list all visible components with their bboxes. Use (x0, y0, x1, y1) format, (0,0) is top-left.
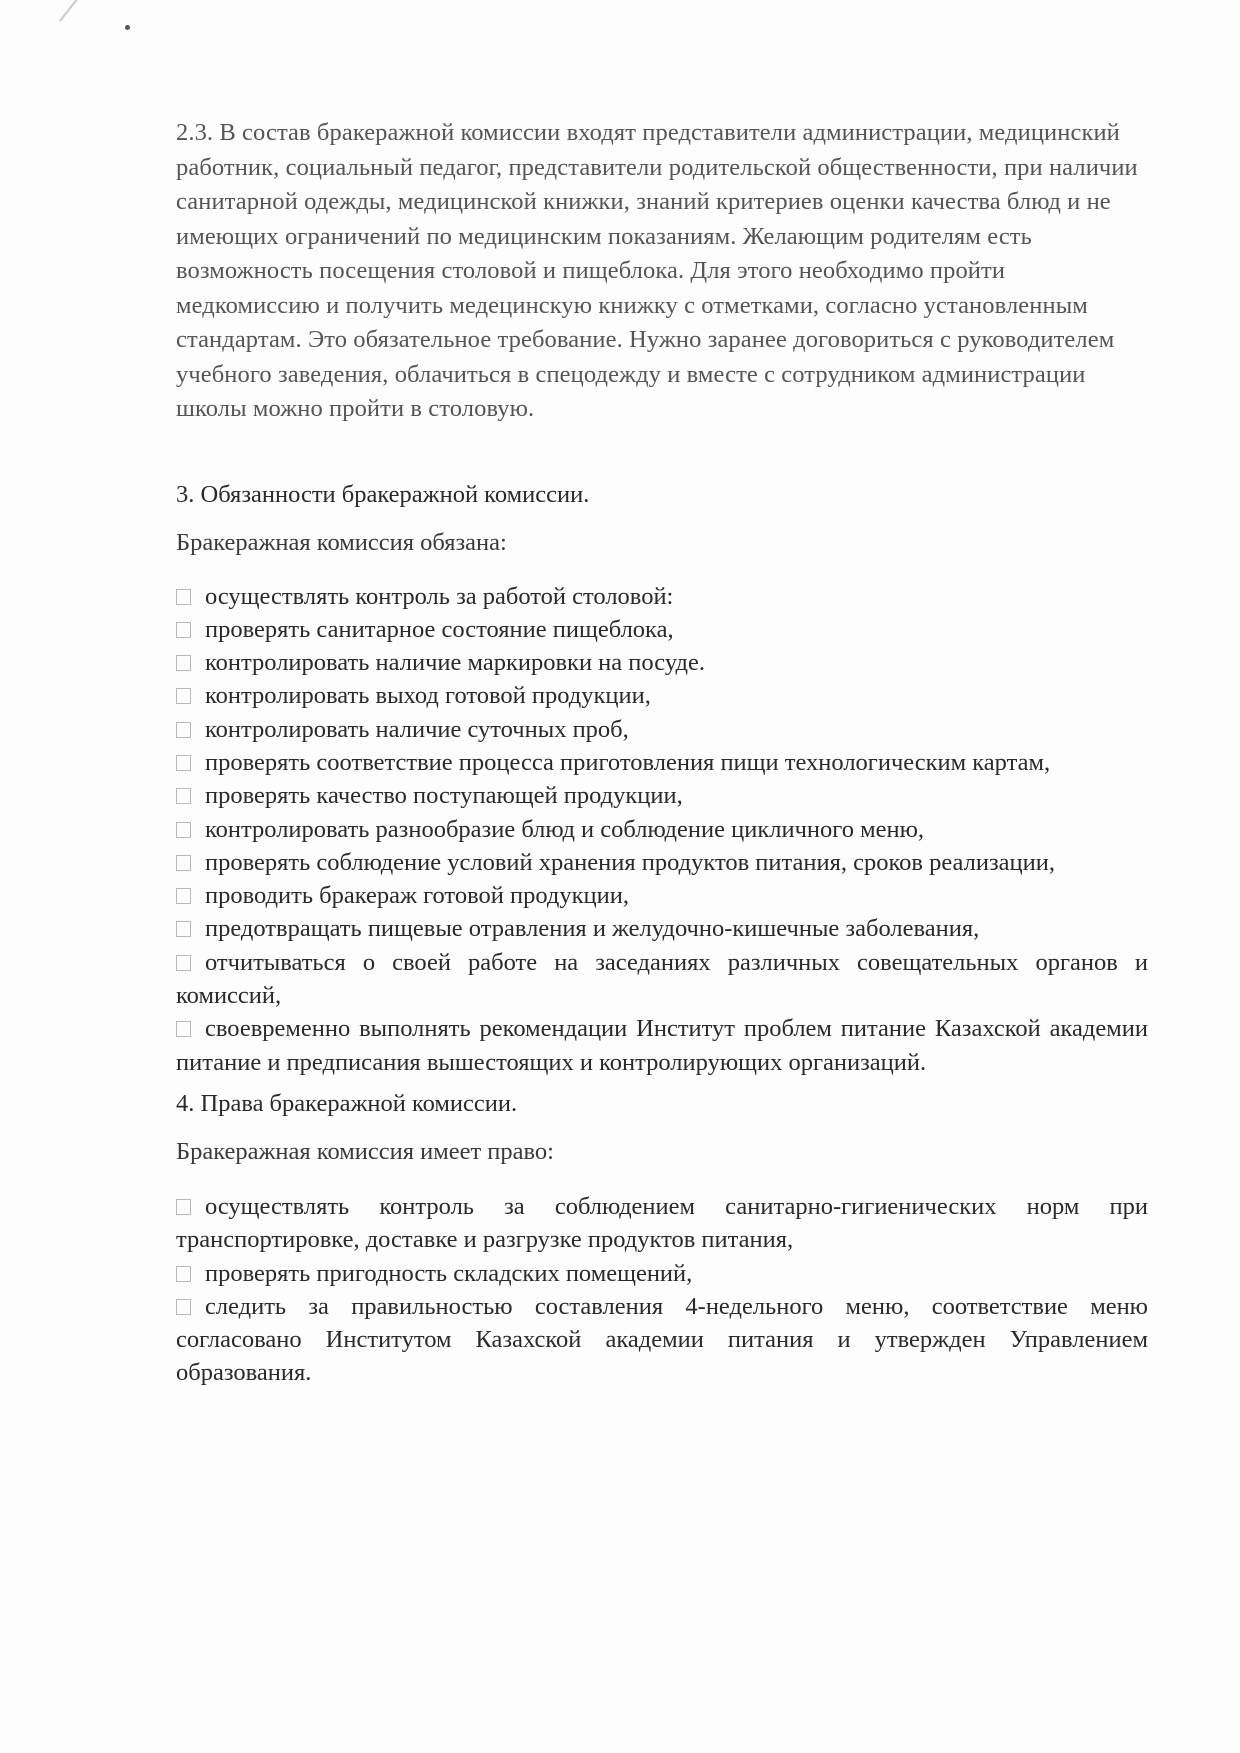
checkbox-glyph-icon (176, 788, 191, 804)
list-item: осуществлять контроль за работой столовой: (176, 580, 1148, 613)
list-item: проверять соблюдение условий хранения продуктов питания, сроков реализации, (176, 846, 1148, 879)
list-item: отчитываться о своей работе на заседаниях различных совещательных органов и комиссий, (176, 948, 1148, 1010)
section-3-list (176, 580, 1148, 1079)
list-item: проверять пригодность складских помещений, (176, 1257, 1148, 1290)
checkbox-glyph-icon (176, 589, 191, 605)
section-3-heading: 3. Обязанности бракеражной комиссии. (176, 480, 590, 508)
document-body (176, 116, 1148, 1390)
checkbox-glyph-icon (176, 655, 191, 671)
list-item: осуществлять контроль за соблюдением санитарно-гигиенических норм при транспортировке, доставке и разгрузке продуктов питания, (176, 1192, 1148, 1254)
list-item: контролировать выход готовой продукции, (176, 679, 1148, 712)
checkbox-glyph-icon (176, 622, 191, 638)
checkbox-glyph-icon (176, 1266, 191, 1282)
checkbox-glyph-icon (176, 688, 191, 704)
checkbox-glyph-icon (176, 855, 191, 871)
section-4-heading: 4. Права бракеражной комиссии. (176, 1089, 518, 1117)
checkbox-glyph-icon (176, 722, 191, 738)
list-item: следить за правильностью составления 4-недельного меню, соответствие меню согласовано Институтом Казахской академии питания и утвержден Управлением образования. (176, 1292, 1148, 1387)
checkbox-glyph-icon (176, 888, 191, 904)
section-4-list (176, 1190, 1148, 1390)
section-4-intro: Бракеражная комиссия имеет право: (176, 1137, 554, 1165)
checkbox-glyph-icon (176, 822, 191, 838)
list-item: проводить бракераж готовой продукции, (176, 879, 1148, 912)
list-item: контролировать разнообразие блюд и соблюдение цикличного меню, (176, 813, 1148, 846)
checkbox-glyph-icon (176, 755, 191, 771)
scan-artifact-line (59, 0, 116, 22)
list-item: проверять качество поступающей продукции, (176, 779, 1148, 812)
checkbox-glyph-icon (176, 1199, 191, 1215)
list-item: своевременно выполнять рекомендации Институт проблем питание Казахской академии питание и предписания вышестоящих и контролирующих организаций. (176, 1015, 1148, 1076)
checkbox-glyph-icon (176, 1299, 191, 1315)
section-3-intro: Бракеражная комиссия обязана: (176, 528, 507, 556)
section-2-3-paragraph: 2.3. В состав бракеражной комиссии входят представители администрации, медицинский работник, социальный педагог, представители родительской общественности, при наличии санитарной одежды, медицинской книжки, знаний критериев оценки качества блюд и не имеющих ограничений по медицинским показаниям. Желающим родителям есть возможность посещения столовой и пищеблока. Для этого необходимо пройти медкомиссию и получить медецинскую книжку с отметками, согласно установленным стандартам. Это обязательное требование. Нужно заранее договориться с руководителем учебного заведения, облачиться в спецодежду и вместе с сотрудником администрации школы можно пройти в столовую. (176, 119, 1138, 422)
list-item: контролировать наличие суточных проб, (176, 713, 1148, 746)
list-item: проверять соответствие процесса приготовления пищи технологическим картам, (176, 746, 1148, 779)
checkbox-glyph-icon (176, 1021, 191, 1037)
scan-artifact-dot (125, 25, 130, 30)
list-item: предотвращать пищевые отравления и желудочно-кишечные заболевания, (176, 912, 1148, 945)
list-item: проверять санитарное состояние пищеблока, (176, 613, 1148, 646)
checkbox-glyph-icon (176, 921, 191, 937)
checkbox-glyph-icon (176, 955, 191, 971)
list-item: контролировать наличие маркировки на посуде. (176, 646, 1148, 679)
